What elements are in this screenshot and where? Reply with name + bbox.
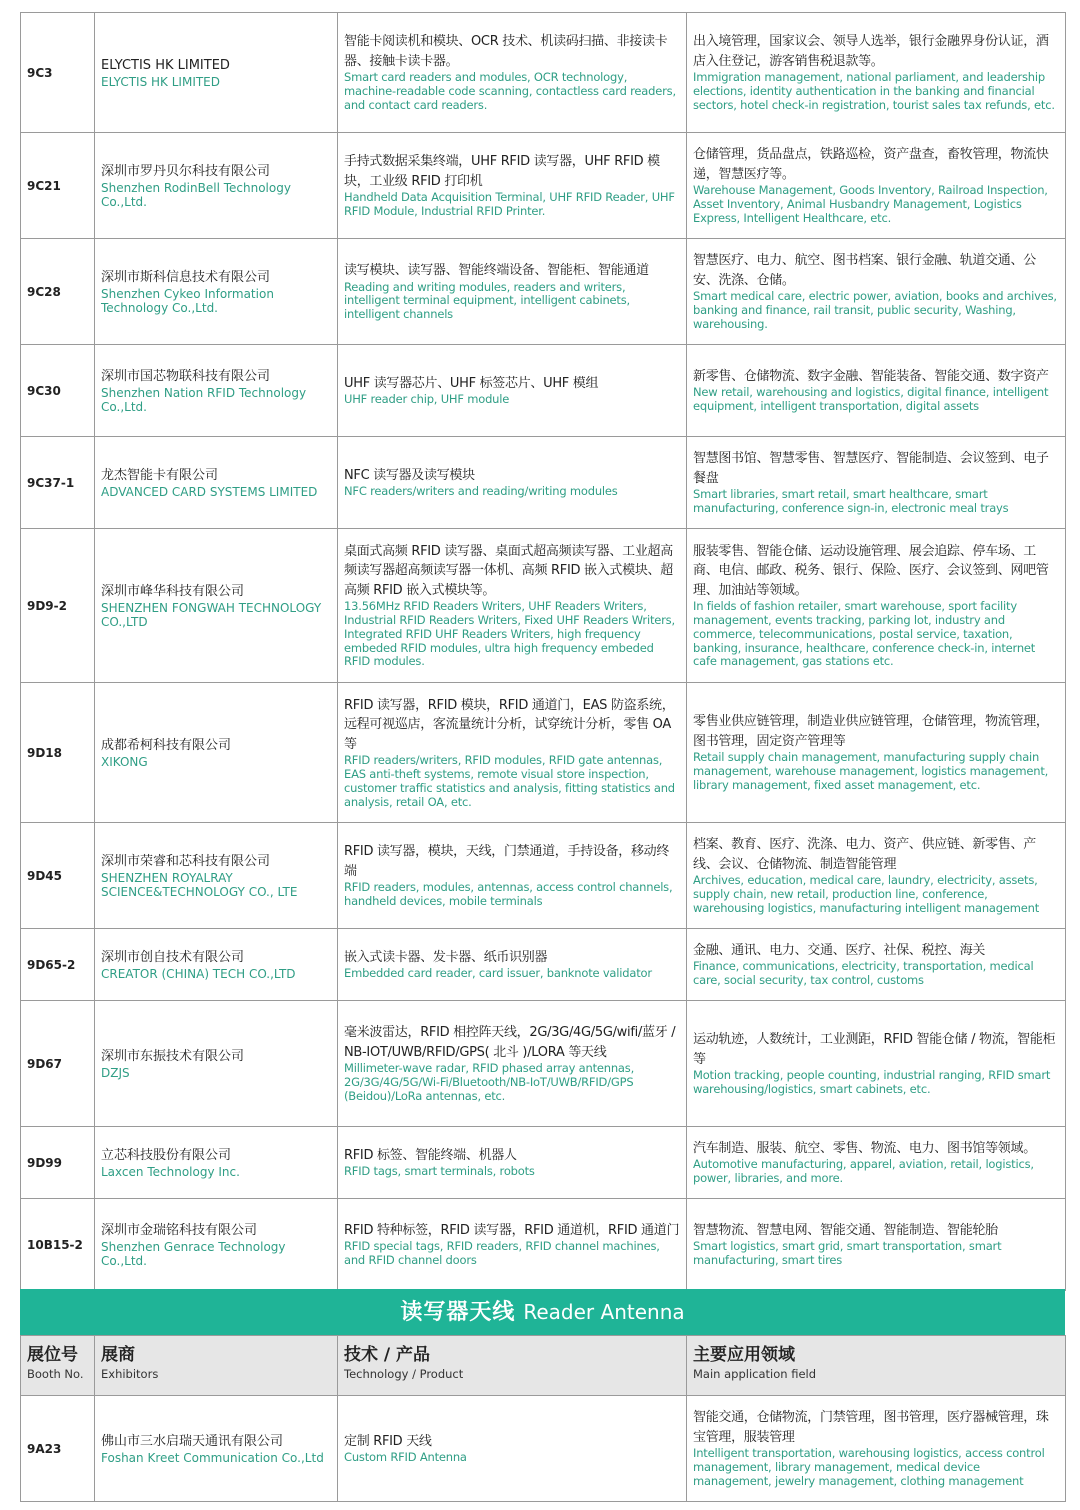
booth-number: 10B15-2 xyxy=(21,1199,95,1291)
tech-cn: RFID 特种标签，RFID 读写器，RFID 通道机，RFID 通道门 xyxy=(344,1222,680,1238)
booth-number: 9C30 xyxy=(21,345,95,437)
company-name-cn: 深圳市荣睿和芯科技有限公司 xyxy=(101,853,271,869)
section-title-cn: 读写器天线 xyxy=(400,1300,516,1325)
app-cell xyxy=(687,529,1066,683)
header-tech: 技术 / 产品 Technology / Product xyxy=(338,1336,687,1396)
company-name-cn: 佛山市三水启瑞天通讯有限公司 xyxy=(101,1433,284,1449)
app-en: Smart medical care, electric power, aviation, books and archives, banking and finance, rail transit, public security, Washing, warehousing. xyxy=(693,289,1057,331)
app-cn: 智慧医疗、电力、航空、图书档案、银行金融、轨道交通、公安、洗涤、仓储。 xyxy=(693,253,1036,288)
app-cn: 智能交通，仓储物流，门禁管理，图书管理，医疗器械管理，珠宝管理，服装管理 xyxy=(693,1410,1049,1445)
company-name-en: Shenzhen Cykeo Information Technology Co.,Ltd. xyxy=(101,287,274,316)
tech-en: Custom RFID Antenna xyxy=(344,1450,467,1465)
company-name-en: Shenzhen RodinBell Technology Co.,Ltd. xyxy=(101,181,291,210)
tech-cell xyxy=(338,133,687,239)
company-name-en: SHENZHEN ROYALRAY SCIENCE&TECHNOLOGY CO., LTE xyxy=(101,871,298,900)
tech-cell xyxy=(338,683,687,823)
tech-cn: RFID 标签、智能终端、机器人 xyxy=(344,1147,517,1163)
exhibitor-cell xyxy=(95,239,338,345)
app-cn: 零售业供应链管理，制造业供应链管理，仓储管理，物流管理，图书管理，固定资产管理等 xyxy=(693,714,1049,749)
app-en: Archives, education, medical care, laundry, electricity, assets, supply chain, new retail, production line, conference, warehousing logistics, manufacturing intelligent management xyxy=(693,873,1040,915)
app-cn: 智慧图书馆、智慧零售、智慧医疗、智能制造、会议签到、电子餐盘 xyxy=(693,451,1049,486)
tech-cn: 定制 RFID 天线 xyxy=(344,1433,432,1449)
tech-cn: 读写模块、读写器、智能终端设备、智能柜、智能通道 xyxy=(344,263,649,279)
app-cn: 汽车制造、服装、航空、零售、物流、电力、图书馆等领域。 xyxy=(693,1140,1036,1156)
tech-cn: RFID 读写器，模块，天线，门禁通道，手持设备，移动终端 xyxy=(344,844,670,879)
tech-en: RFID readers/writers, RFID modules, RFID gate antennas, EAS anti-theft systems, remote visual store inspection, customer traffic statistics and analysis, fitting statistics and analysis, retail OA, etc. xyxy=(344,753,675,809)
company-name-en: CREATOR (CHINA) TECH CO.,LTD xyxy=(101,967,296,982)
app-en: Finance, communications, electricity, transportation, medical care, social security, tax control, customs xyxy=(693,959,1034,988)
booth-number: 9D45 xyxy=(21,823,95,929)
exhibitor-cell xyxy=(95,1396,338,1502)
app-cell xyxy=(687,437,1066,529)
section-title-en: Reader Antenna xyxy=(523,1300,685,1324)
exhibitor-cell xyxy=(95,1127,338,1199)
company-name-cn: 深圳市金瑞铭科技有限公司 xyxy=(101,1222,258,1238)
tech-cn: RFID 读写器，RFID 模块，RFID 通道门，EAS 防盗系统，远程可视巡店，客流量统计分析，试穿统计分析，零售 OA 等 xyxy=(344,697,675,752)
section-banner xyxy=(20,1289,1065,1335)
table-row xyxy=(21,683,1066,823)
app-cell xyxy=(687,1127,1066,1199)
company-name-cn: 深圳市峰华科技有限公司 xyxy=(101,583,245,599)
tech-cell xyxy=(338,1001,687,1127)
app-en: Immigration management, national parliament, and leadership elections, identity authentication in the banking and financial sectors, hotel check-in registration, tourist sales tax refunds, etc. xyxy=(693,70,1055,112)
booth-number: 9D65-2 xyxy=(21,929,95,1001)
tech-en: RFID special tags, RFID readers, RFID channel machines, and RFID channel doors xyxy=(344,1239,660,1268)
company-name-cn: 深圳市创自技术有限公司 xyxy=(101,949,245,965)
header-booth: 展位号 Booth No. xyxy=(21,1336,95,1396)
booth-number: 9C28 xyxy=(21,239,95,345)
app-en: Smart libraries, smart retail, smart healthcare, smart manufacturing, conference sign-in, electronic meal trays xyxy=(693,487,1009,515)
app-cell xyxy=(687,345,1066,437)
tech-cn: 毫米波雷达，RFID 相控阵天线，2G/3G/4G/5G/wifi/蓝牙 / NB-IOT/UWB/RFID/GPS( 北斗 )/LORA 等天线 xyxy=(344,1025,676,1060)
tech-en: Handheld Data Acquisition Terminal, UHF RFID Reader, UHF RFID Module, Industrial RFID Printer. xyxy=(344,190,675,218)
app-cn: 出入境管理，国家议会、领导人选举，银行金融界身份认证，酒店入住登记，游客销售税退款等。 xyxy=(693,34,1049,69)
app-en: Automotive manufacturing, apparel, aviation, retail, logistics, power, libraries, and more. xyxy=(693,1157,1034,1186)
tech-cell xyxy=(338,239,687,345)
company-name-cn: 深圳市东振技术有限公司 xyxy=(101,1048,245,1064)
header-exhibitor: 展商 Exhibitors xyxy=(95,1336,338,1396)
table-row xyxy=(21,13,1066,133)
table-row xyxy=(21,1199,1066,1291)
table-row xyxy=(21,437,1066,529)
exhibitor-table xyxy=(20,12,1066,1291)
app-en: Motion tracking, people counting, industrial ranging, RFID smart warehousing/logistics, smart cabinets, etc. xyxy=(693,1068,1051,1096)
app-en: In fields of fashion retailer, smart warehouse, sport facility management, events tracking, parking lot, industry and commerce, telecommunications, postal service, taxation, banking, insurance, healthcare, conference check-in, internet cafe management, gas stations etc. xyxy=(693,599,1036,669)
company-name-cn: 深圳市斯科信息技术有限公司 xyxy=(101,269,271,285)
tech-cn: 桌面式高频 RFID 读写器、桌面式超高频读写器、工业超高频读写器超高频读写器一体机、高频 RFID 嵌入式模块、超高频 RFID 嵌入式模块等。 xyxy=(344,543,673,598)
exhibitor-cell xyxy=(95,1199,338,1291)
company-name-cn: 龙杰智能卡有限公司 xyxy=(101,467,219,483)
tech-cell xyxy=(338,823,687,929)
tech-cell xyxy=(338,13,687,133)
company-name-en: Foshan Kreet Communication Co.,Ltd xyxy=(101,1451,324,1466)
table-row xyxy=(21,345,1066,437)
company-name-en: Shenzhen Genrace Technology Co.,Ltd. xyxy=(101,1240,286,1269)
app-cn: 金融、通讯、电力、交通、医疗、社保、税控、海关 xyxy=(693,942,986,958)
tech-en: UHF reader chip, UHF module xyxy=(344,392,510,407)
app-cell xyxy=(687,1396,1066,1502)
booth-number: 9C21 xyxy=(21,133,95,239)
company-name-cn: ELYCTIS HK LIMITED xyxy=(101,57,230,73)
tech-en: Reading and writing modules, readers and writers, intelligent terminal equipment, intelligent cabinets, intelligent channels xyxy=(344,279,630,322)
exhibitor-cell xyxy=(95,437,338,529)
tech-cn: 智能卡阅读机和模块、OCR 技术、机读码扫描、非接读卡器、接触卡读卡器。 xyxy=(344,34,668,69)
app-cell xyxy=(687,823,1066,929)
table-row xyxy=(21,1396,1066,1502)
app-cn: 档案、教育、医疗、洗涤、电力、资产、供应链、新零售、产线、会议、仓储物流、制造智能管理 xyxy=(693,837,1036,872)
exhibitor-cell xyxy=(95,133,338,239)
exhibitor-cell xyxy=(95,13,338,133)
app-cn: 智慧物流、智慧电网、智能交通、智能制造、智能轮胎 xyxy=(693,1222,998,1238)
tech-cn: UHF 读写器芯片、UHF 标签芯片、UHF 模组 xyxy=(344,375,599,391)
tech-cell xyxy=(338,1127,687,1199)
exhibitor-cell xyxy=(95,683,338,823)
booth-number: 9D9-2 xyxy=(21,529,95,683)
company-name-en: DZJS xyxy=(101,1066,130,1081)
tech-cell xyxy=(338,1199,687,1291)
table-row xyxy=(21,823,1066,929)
app-en: Smart logistics, smart grid, smart transportation, smart manufacturing, smart tires xyxy=(693,1239,1002,1268)
booth-number: 9D67 xyxy=(21,1001,95,1127)
app-cell xyxy=(687,13,1066,133)
tech-cell xyxy=(338,529,687,683)
table-row xyxy=(21,929,1066,1001)
table-header-row xyxy=(21,1336,1066,1396)
app-cell xyxy=(687,133,1066,239)
company-name-en: SHENZHEN FONGWAH TECHNOLOGY CO.,LTD xyxy=(101,601,322,630)
tech-cell xyxy=(338,345,687,437)
booth-number: 9C37-1 xyxy=(21,437,95,529)
tech-en: RFID readers, modules, antennas, access control channels, handheld devices, mobile terminals xyxy=(344,880,673,908)
company-name-en: Shenzhen Nation RFID Technology Co.,Ltd. xyxy=(101,386,307,415)
app-cn: 服装零售、智能仓储、运动设施管理、展会追踪、停车场、工商、电信、邮政、税务、银行、保险、医疗、会议签到、网吧管理、加油站等领域。 xyxy=(693,543,1049,598)
exhibitor-cell xyxy=(95,345,338,437)
exhibitor-cell xyxy=(95,1001,338,1127)
app-cell xyxy=(687,1001,1066,1127)
table-row xyxy=(21,1001,1066,1127)
tech-cn: NFC 读写器及读写模块 xyxy=(344,467,475,483)
tech-en: Embedded card reader, card issuer, banknote validator xyxy=(344,966,652,981)
company-name-cn: 深圳市罗丹贝尔科技有限公司 xyxy=(101,163,271,179)
header-app: 主要应用领域 Main application field xyxy=(687,1336,1066,1396)
app-cn: 仓储管理，货品盘点，铁路巡检，资产盘查，畜牧管理，物流快递，智慧医疗等。 xyxy=(693,147,1049,182)
tech-en: Smart card readers and modules, OCR technology, machine-readable code scanning, contactless card readers, and contact card readers. xyxy=(344,70,676,112)
company-name-cn: 深圳市国芯物联科技有限公司 xyxy=(101,368,271,384)
company-name-en: ELYCTIS HK LIMITED xyxy=(101,75,221,90)
table-row xyxy=(21,529,1066,683)
company-name-en: XIKONG xyxy=(101,755,148,770)
booth-number: 9A23 xyxy=(21,1396,95,1502)
antenna-table xyxy=(20,1335,1066,1502)
exhibitor-cell xyxy=(95,823,338,929)
company-name-cn: 成都希柯科技有限公司 xyxy=(101,737,232,753)
booth-number: 9D99 xyxy=(21,1127,95,1199)
table-row xyxy=(21,1127,1066,1199)
tech-cell xyxy=(338,1396,687,1502)
app-en: New retail, warehousing and logistics, digital finance, intelligent equipment, intelligent transportation, digital assets xyxy=(693,385,1049,414)
app-en: Retail supply chain management, manufacturing supply chain management, warehouse management, logistics management, library management, fixed asset management, etc. xyxy=(693,750,1049,792)
app-cell xyxy=(687,929,1066,1001)
tech-en: Millimeter-wave radar, RFID phased array antennas, 2G/3G/4G/5G/Wi-Fi/Bluetooth/NB-IoT/UWB/RFID/GPS (Beidou)/LoRa antennas, etc. xyxy=(344,1061,635,1103)
company-name-en: ADVANCED CARD SYSTEMS LIMITED xyxy=(101,485,318,500)
tech-en: NFC readers/writers and reading/writing modules xyxy=(344,484,618,499)
company-name-en: Laxcen Technology Inc. xyxy=(101,1165,240,1180)
exhibitor-cell xyxy=(95,529,338,683)
table-row xyxy=(21,133,1066,239)
table-row xyxy=(21,239,1066,345)
app-en: Intelligent transportation, warehousing logistics, access control management, library management, medical device management, jewelry management, clothing management xyxy=(693,1446,1045,1488)
app-cn: 新零售、仓储物流、数字金融、智能装备、智能交通、数字资产 xyxy=(693,368,1049,384)
tech-en: RFID tags, smart terminals, robots xyxy=(344,1164,535,1179)
app-cell xyxy=(687,683,1066,823)
app-cn: 运动轨迹，人数统计，工业测距，RFID 智能仓储 / 物流，智能柜等 xyxy=(693,1032,1056,1067)
exhibitor-cell xyxy=(95,929,338,1001)
tech-cn: 手持式数据采集终端，UHF RFID 读写器，UHF RFID 模块，工业级 RFID 打印机 xyxy=(344,154,660,189)
booth-number: 9D18 xyxy=(21,683,95,823)
tech-cell xyxy=(338,437,687,529)
tech-cn: 嵌入式读卡器、发卡器、纸币识别器 xyxy=(344,949,548,965)
app-cell xyxy=(687,1199,1066,1291)
tech-en: 13.56MHz RFID Readers Writers, UHF Readers Writers, Industrial RFID Readers Writers, Fixed UHF Readers Writers, Integrated RFID UHF Readers Writers, high frequency embeded RFID modules, ultra high frequency embeded RFID modules. xyxy=(344,599,675,669)
app-en: Warehouse Management, Goods Inventory, Railroad Inspection, Asset Inventory, Animal Husbandry Management, Logistics Express, Intelligent Healthcare, etc. xyxy=(693,183,1048,225)
app-cell xyxy=(687,239,1066,345)
tech-cell xyxy=(338,929,687,1001)
company-name-cn: 立芯科技股份有限公司 xyxy=(101,1147,232,1163)
booth-number: 9C3 xyxy=(21,13,95,133)
